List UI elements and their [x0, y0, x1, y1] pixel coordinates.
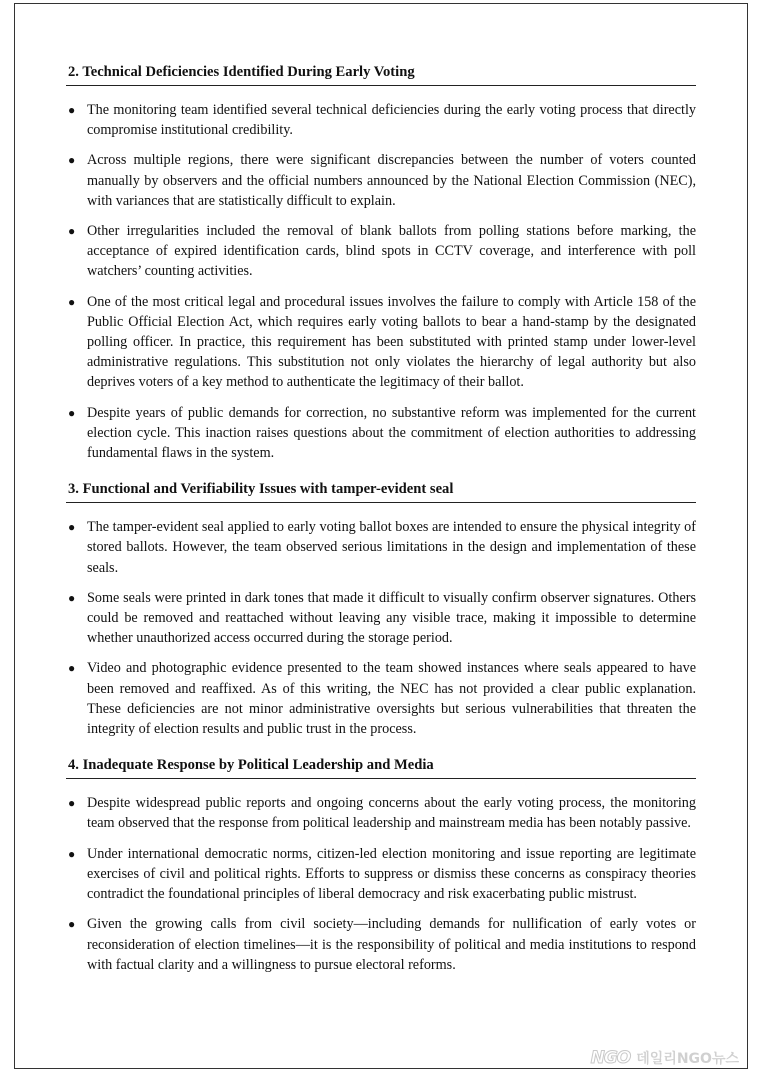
bullet-icon: ●: [68, 224, 76, 239]
bullet-icon: ●: [68, 590, 76, 605]
list-item: ● Other irregularities included the removal of blank ballots from polling stations before marking, the acceptance of expired identification cards, blind spots in CCTV coverage, and interference with poll watchers’ counting activities.: [68, 223, 696, 280]
list-item: ● Despite years of public demands for correction, no substantive reform was implemented for the current election cycle. This inaction raises questions about the commitment of election authorities to addressing fundamental flaws in the system.: [68, 404, 696, 462]
bullet-icon: ●: [68, 520, 76, 535]
bullet-icon: ●: [68, 405, 76, 420]
section-tamper-evident-seal: [66, 479, 696, 739]
section-heading: 2. Technical Deficiencies Identified During Early Voting: [66, 62, 696, 86]
list-item: ● Video and photographic evidence presented to the team showed instances where seals appeared to have been removed and reaffixed. As of this writing, the NEC has not provided a clear public explanation. These deficiencies are not minor administrative oversights but serious vulnerabilities that threaten the integrity of election results and public trust in the process.: [68, 660, 696, 738]
bullet-icon: ●: [68, 294, 76, 309]
list-item: ● The tamper-evident seal applied to early voting ballot boxes are intended to ensure the physical integrity of stored ballots. However, the team observed serious limitations in the design and implementation of these seals.: [68, 519, 696, 576]
document-body: [66, 62, 696, 991]
bullet-list: [66, 517, 696, 739]
list-item: ● Given the growing calls from civil society—including demands for nullification of early votes or reconsideration of election timelines—it is the responsibility of political and media institutions to respond with factual clarity and a willingness to pursue electoral reforms.: [68, 916, 696, 973]
bullet-icon: ●: [68, 796, 76, 811]
bullet-icon: ●: [68, 846, 76, 861]
section-inadequate-response: [66, 755, 696, 975]
watermark-text: 데일리NGO뉴스: [636, 1051, 739, 1067]
bullet-icon: ●: [68, 917, 76, 932]
bullet-list: [66, 100, 696, 463]
ngo-logo-icon: NGO: [590, 1048, 631, 1068]
list-item: ● Under international democratic norms, citizen-led election monitoring and issue reporting are legitimate exercises of civil and political rights. Efforts to suppress or dismiss these concerns as conspiracy theories contradict the foundational principles of liberal democracy and risk exacerbating public mistrust.: [68, 845, 696, 903]
section-technical-deficiencies: [66, 62, 696, 463]
bullet-icon: ●: [68, 103, 76, 117]
list-item: ● The monitoring team identified several technical deficiencies during the early voting process that directly compromise institutional credibility.: [68, 102, 696, 139]
bullet-icon: ●: [68, 153, 76, 168]
section-heading: 3. Functional and Verifiability Issues with tamper-evident seal: [66, 479, 696, 503]
list-item: ● Across multiple regions, there were significant discrepancies between the number of voters counted manually by observers and the official numbers announced by the National Election Commission (NEC), with variances that are statistically difficult to explain.: [68, 152, 696, 209]
list-item: ● Despite widespread public reports and ongoing concerns about the early voting process, the monitoring team observed that the response from political leadership and mainstream media has been notably passive.: [68, 795, 696, 832]
watermark: [591, 1048, 739, 1068]
section-heading: 4. Inadequate Response by Political Leadership and Media: [66, 755, 696, 779]
list-item: ● Some seals were printed in dark tones that made it difficult to visually confirm observer signatures. Others could be removed and reattached without leaving any visible trace, making it impossible to determine whether unauthorized access occurred during the storage period.: [68, 589, 696, 647]
list-item: ● One of the most critical legal and procedural issues involves the failure to comply with Article 158 of the Public Official Election Act, which requires early voting ballots to bear a hand-stamp by the designated polling officer. In practice, this requirement has been substituted with printed stamp under lower-level administrative regulations. This substitution not only violates the hierarchy of legal authority but also deprives voters of a key method to authenticate the legitimacy of their ballot.: [68, 293, 696, 391]
bullet-list: [66, 793, 696, 975]
bullet-icon: ●: [68, 661, 76, 676]
